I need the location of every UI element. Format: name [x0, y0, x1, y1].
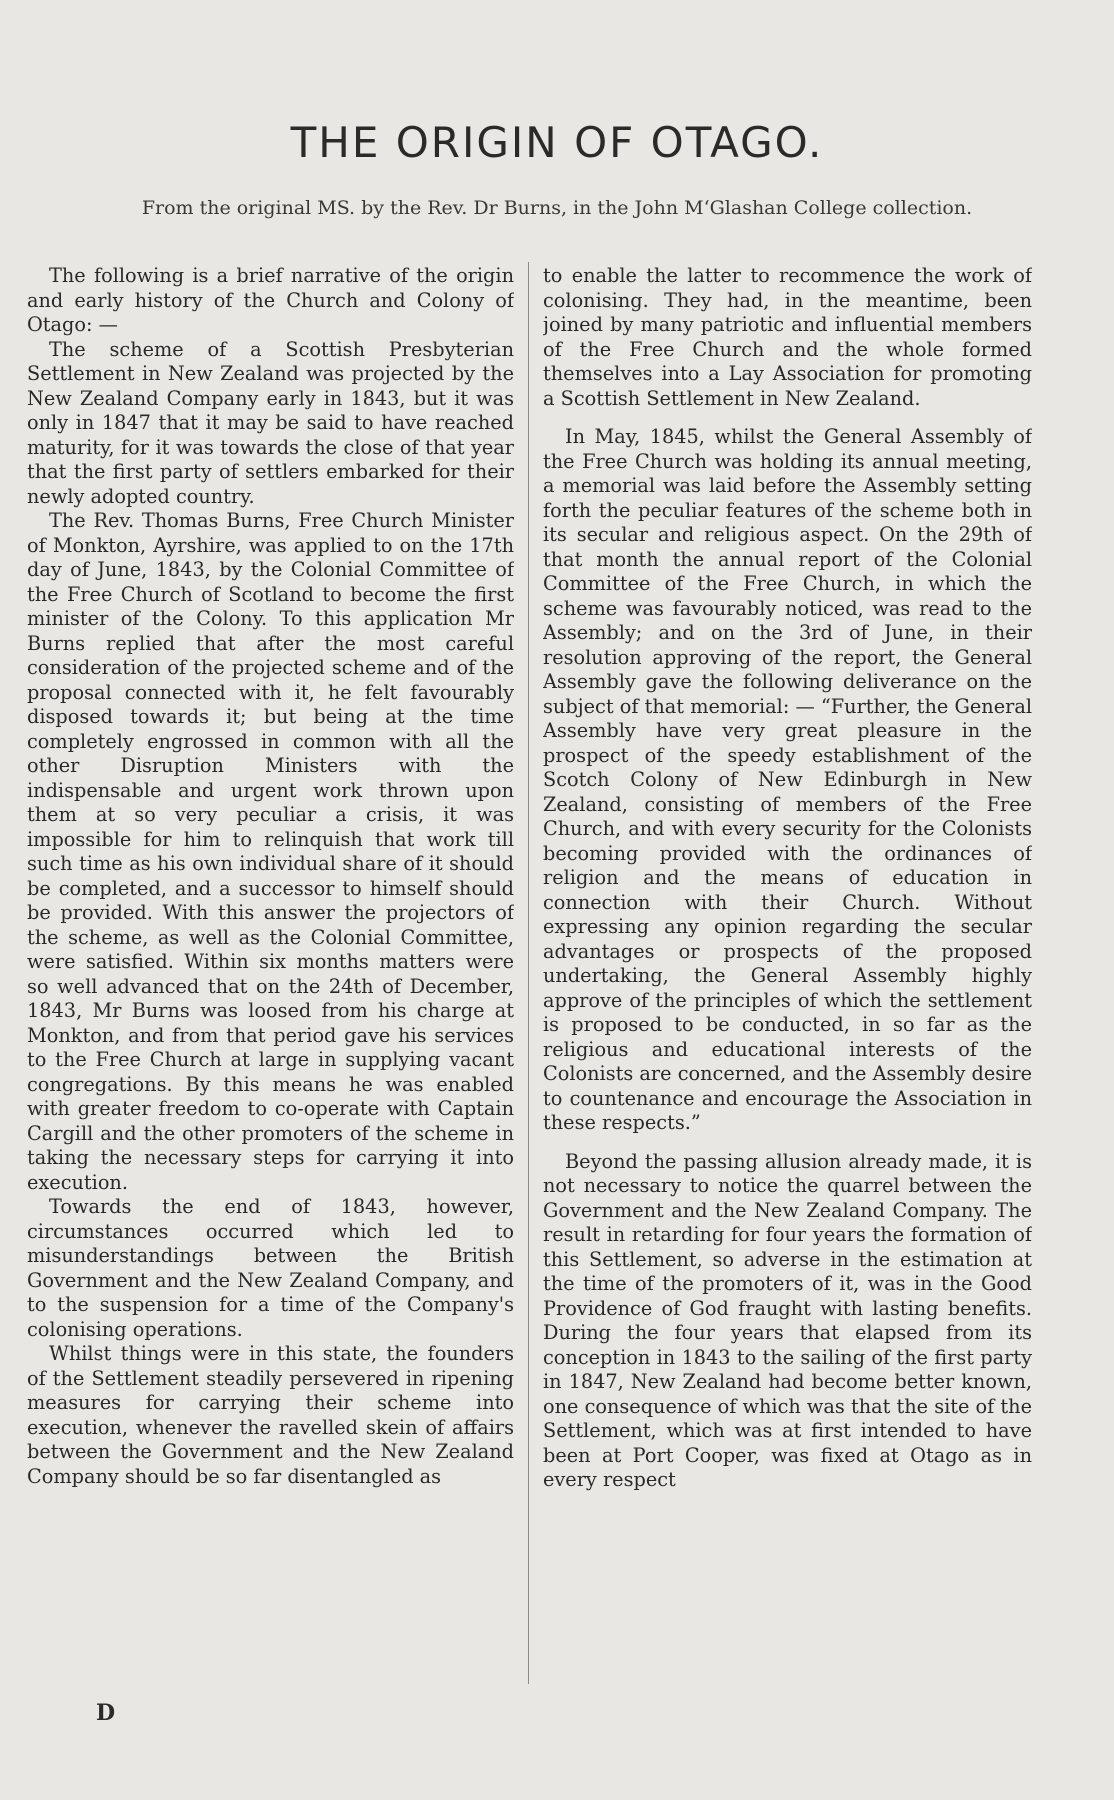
column-divider: [528, 262, 529, 1684]
paragraph: In May, 1845, whilst the General Assembly of the Free Church was holding its annual meeting, a memorial was laid before the Assembly setting forth the peculiar features of the scheme both in its secular and religious aspect. On the 29th of that month the annual report of the Colonial Committee of the Free Church, in which the scheme was favourably noticed, was read to the Assembly; and on the 3rd of June, in their resolution approving of the report, the General Assembly gave the following deliverance on the subject of that memorial: — “Further, the General Assembly have very great pleasure in the prospect of the speedy establishment of the Scotch Colony of New Edinburgh in New Zealand, consisting of members of the Free Church, and with every security for the Colonists becoming provided with the ordinances of religion and the means of education in connection with their Church. Without expressing any opinion regarding the secular advantages or prospects of the proposed undertaking, the General Assembly highly approve of the principles of which the settlement is proposed to be conducted, in so far as the religious and educational interests of the Colonists are concerned, and the Assembly desire to countenance and encourage the Association in these respects.”: [543, 425, 1032, 1134]
right-column: [543, 264, 1032, 1672]
paragraph: The Rev. Thomas Burns, Free Church Minister of Monkton, Ayrshire, was applied to on the 17th day of June, 1843, by the Colonial Committee of the Free Church of Scotland to become the first minister of the Colony. To this application Mr Burns replied that after the most careful consideration of the projected scheme and of the proposal connected with it, he felt favourably disposed towards it; but being at the time completely engrossed in common with all the other Disruption Ministers with the indispensable and urgent work thrown upon them at so very peculiar a crisis, it was impossible for him to relinquish that work till such time as his own individual share of it should be completed, and a successor to himself should be provided. With this answer the projectors of the scheme, as well as the Colonial Committee, were satisfied. Within six months matters were so well advanced that on the 24th of December, 1843, Mr Burns was loosed from his charge at Monkton, and from that period gave his services to the Free Church at large in supplying vacant congregations. By this means he was enabled with greater freedom to co-operate with Captain Cargill and the other promoters of the scheme in taking the necessary steps for carrying it into execution.: [27, 509, 514, 1194]
paragraph: Whilst things were in this state, the founders of the Settlement steadily persevered in ripening measures for carrying their scheme into execution, whenever the ravelled skein of affairs between the Government and the New Zealand Company should be so far disentangled as: [27, 1342, 514, 1488]
paragraph: The scheme of a Scottish Presbyterian Settlement in New Zealand was projected by the New Zealand Company early in 1843, but it was only in 1847 that it may be said to have reached maturity, for it was towards the close of that year that the first party of settlers embarked for their newly adopted country.: [27, 337, 514, 508]
paragraph: The following is a brief narrative of the origin and early history of the Church and Colony of Otago: —: [27, 264, 514, 336]
page-title: THE ORIGIN OF OTAGO.: [290, 118, 824, 167]
paragraph: Beyond the passing allusion already made, it is not necessary to notice the quarrel between the Government and the New Zealand Company. The result in retarding for four years the formation of this Settlement, so adverse in the estimation at the time of the promoters of it, was in the Good Providence of God fraught with lasting benefits. During the four years that elapsed from its conception in 1843 to the sailing of the first party in 1847, New Zealand had become better known, one consequence of which was that the site of the Settlement, which was at first intended to have been at Port Cooper, was fixed at Otago as in every respect: [543, 1149, 1032, 1491]
paragraph: Towards the end of 1843, however, circumstances occurred which led to misunderstandings between the British Government and the New Zealand Company, and to the suspension for a time of the Company's colonising operations.: [27, 1195, 514, 1341]
paragraph: to enable the latter to recommence the work of colonising. They had, in the meantime, been joined by many patriotic and influential members of the Free Church and the whole formed themselves into a Lay Association for promoting a Scottish Settlement in New Zealand.: [543, 264, 1032, 410]
subtitle: From the original MS. by the Rev. Dr Burns, in the John M‘Glashan College collection.: [141, 197, 973, 219]
left-column: [27, 264, 514, 1672]
signature-mark: D: [96, 1700, 116, 1726]
